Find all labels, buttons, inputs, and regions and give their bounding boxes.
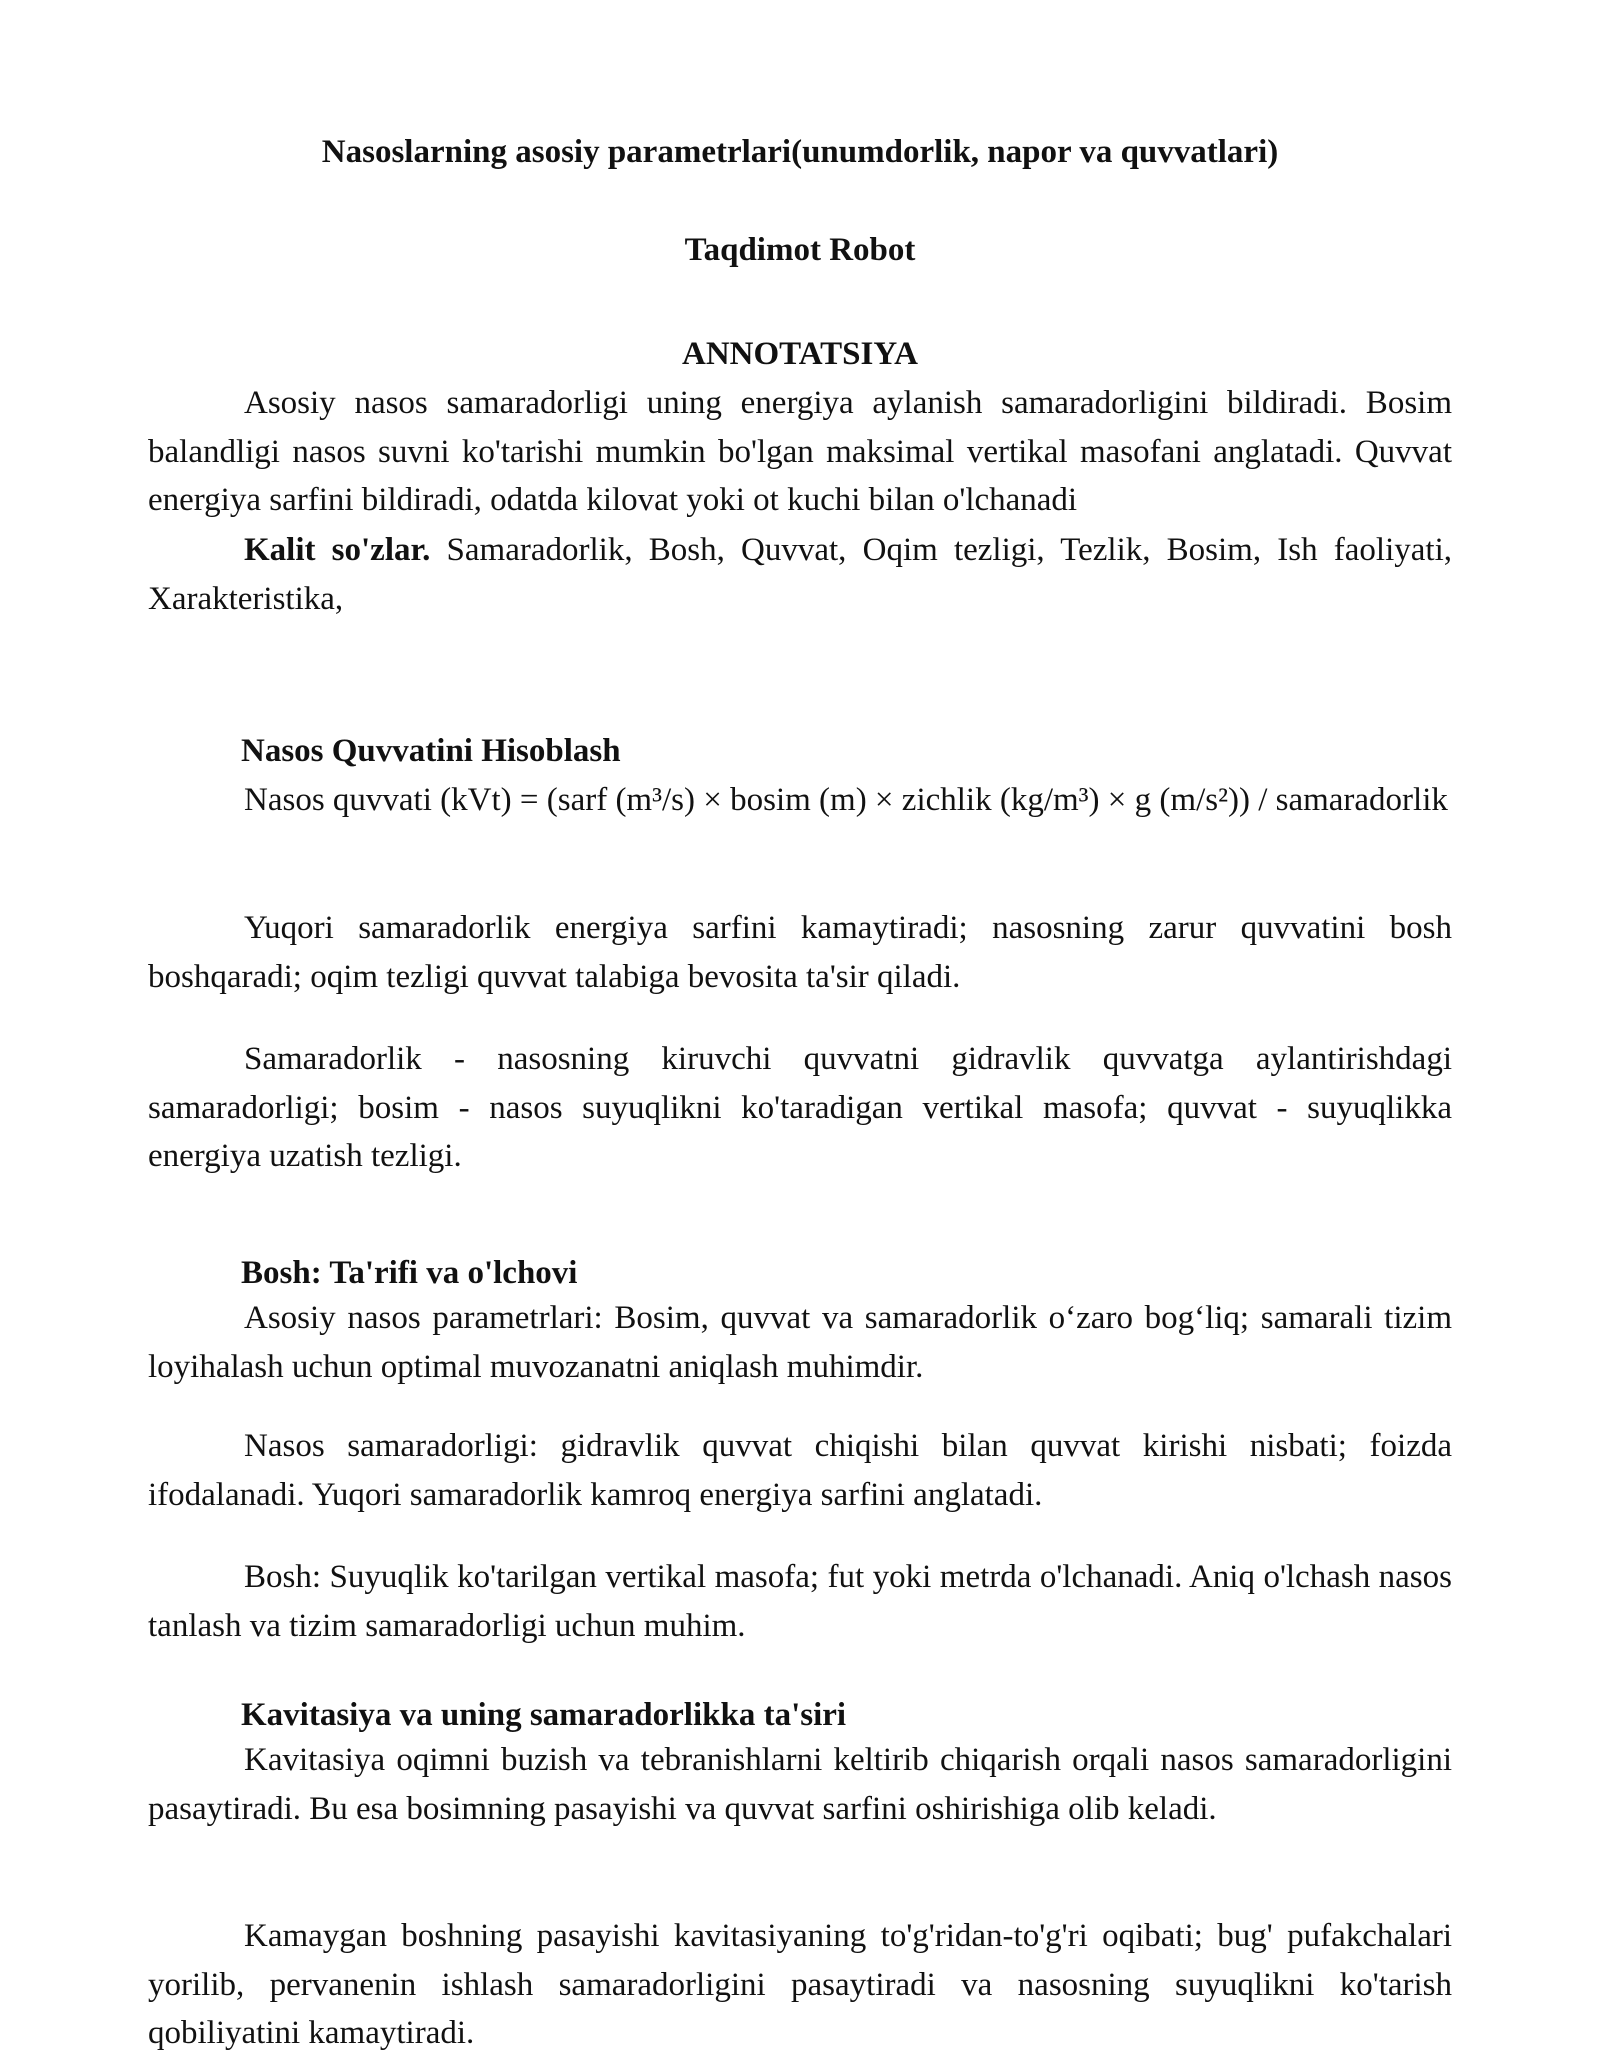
section-heading: Bosh: Ta'rifi va o'lchovi (241, 1255, 578, 1291)
section-paragraph: Samaradorlik - nasosning kiruvchi quvvatni gidravlik quvvatga aylantirishdagi samaradorligi; bosim - nasos suyuqlikni ko'taradigan vertikal masofa; quvvat - suyuqlikka energiya uzatish tezligi. (148, 1041, 1452, 1174)
document-title: Nasoslarning asosiy parametrlari(unumdorlik, napor va quvvatlari) (321, 134, 1279, 170)
section-paragraph: Kavitasiya oqimni buzish va tebranishlarni keltirib chiqarish orqali nasos samaradorligini pasaytiradi. Bu esa bosimning pasayishi va quvvat sarfini oshirishiga olib keladi. (148, 1742, 1452, 1827)
section-paragraph: Yuqori samaradorlik energiya sarfini kamaytiradi; nasosning zarur quvvatini bosh boshqaradi; oqim tezligi quvvat talabiga bevosita ta'sir qiladi. (148, 910, 1452, 995)
keywords-text: Samaradorlik, Bosh, Quvvat, Oqim tezligi, Tezlik, Bosim, Ish faoliyati, Xarakteristika, (148, 532, 1452, 617)
section-heading: Kavitasiya va uning samaradorlikka ta'siri (241, 1697, 847, 1733)
keywords-paragraph (148, 526, 1452, 623)
section-paragraph: Bosh: Suyuqlik ko'tarilgan vertikal masofa; fut yoki metrda o'lchanadi. Aniq o'lchash nasos tanlash va tizim samaradorligi uchun muhim. (148, 1559, 1452, 1644)
section-paragraph: Asosiy nasos parametrlari: Bosim, quvvat va samaradorlik o‘zaro bog‘liq; samarali tizim loyihalash uchun optimal muvozanatni aniqlash muhimdir. (148, 1300, 1452, 1385)
section-paragraph: Nasos quvvati (kVt) = (sarf (m³/s) × bosim (m) × zichlik (kg/m³) × g (m/s²)) / samaradorlik (244, 782, 1448, 818)
annotation-paragraph: Asosiy nasos samaradorligi uning energiya aylanish samaradorligini bildiradi. Bosim balandligi nasos suvni ko'tarishi mumkin bo'lgan maksimal vertikal masofani anglatadi. Quvvat energiya sarfini bildiradi, odatda kilovat yoki ot kuchi bilan o'lchanadi (148, 385, 1452, 518)
section-paragraph: Nasos samaradorligi: gidravlik quvvat chiqishi bilan quvvat kirishi nisbati; foizda ifodalanadi. Yuqori samaradorlik kamroq energiya sarfini anglatadi. (148, 1428, 1452, 1513)
annotation-heading: ANNOTATSIYA (682, 336, 918, 372)
keywords-label: Kalit so'zlar. (244, 532, 431, 568)
section-paragraph: Kamaygan boshning pasayishi kavitasiyaning to'g'ridan-to'g'ri oqibati; bug' pufakchalari yorilib, pervanenin ishlash samaradorligini pasaytiradi va nasosning suyuqlikni ko'tarish qobiliyatini kamaytiradi. (148, 1918, 1452, 2051)
section-heading: Nasos Quvvatini Hisoblash (241, 733, 621, 769)
document-author: Taqdimot Robot (684, 232, 916, 268)
